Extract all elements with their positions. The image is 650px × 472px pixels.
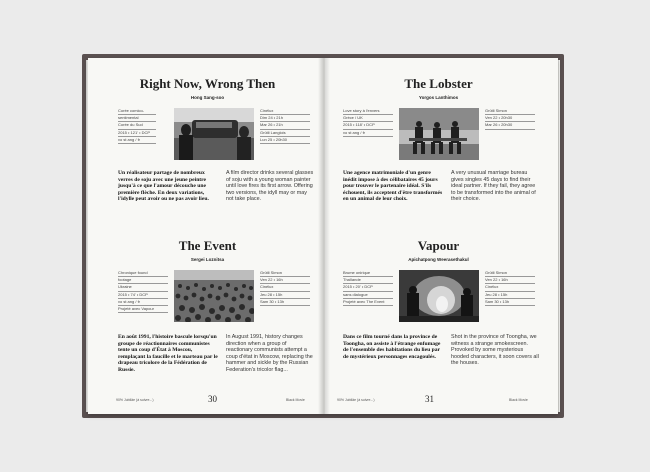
synopsis-french: Une agence matrimoniale d'un genre inédit impose à des célibataires 45 jours pour trouver le partenaire idéal. S'ils échouent, ils acceptent d'être transformés en un animal de leur choix. xyxy=(343,170,443,203)
film-still xyxy=(399,270,479,322)
footer-left: 90% Jubiläe (à suivre...) xyxy=(116,398,154,402)
film-still xyxy=(399,108,479,160)
screening-times: Grütli Simon Ven 22 • 16h Cinélux Jeu 28 • 15h Sam 30 • 13h xyxy=(260,270,310,306)
footer-right: Black Movie xyxy=(509,398,528,402)
film-title: Vapour xyxy=(417,238,460,253)
synopsis-french: En août 1991, l'histoire bascule lorsqu'un groupe de réactionnaires communistes tente un coup d'État à Moscou, remplaçant la faucille et le marteau par le drapeau tricolore de la Fédération de Russie. xyxy=(118,334,218,373)
open-book xyxy=(88,58,558,414)
synopsis-french: Un réalisateur partage de nombreux verres de soju avec une jeune peintre jusqu'à ce que l'amour découche une première flèche. En deux variations, l'idylle peut avoir ou ne pas avoir lieu. xyxy=(118,170,209,203)
page-number: 30 xyxy=(208,394,217,404)
right-page xyxy=(323,58,558,414)
film-info: Love story à l'envers Grèce / UK 2015 • 118' • DCP vo st ang / fr xyxy=(343,108,393,137)
book-gutter-shadow xyxy=(318,58,330,414)
screening-times: Grütli Simon Ven 22 • 20h30 Mar 26 • 20h30 xyxy=(485,108,535,130)
film-title: The Event xyxy=(178,238,237,253)
film-director: Apichatpong Weerasethakul xyxy=(408,257,469,262)
film-info: Chronique found footage Ukraine 2015 • 74' • DCP vo st ang / fr Projeté avec Vapour xyxy=(118,270,168,313)
film-director: Hong Sang-soo xyxy=(190,95,225,100)
screening-times: Cinélux Dim 24 • 21h Mar 26 • 21h Grütli Langlois Lun 25 • 20h30 xyxy=(260,108,310,144)
film-title: Right Now, Wrong Then xyxy=(139,76,276,91)
film-still xyxy=(174,270,254,322)
film-info: Brume onirique Thaïlande 2015 • 20' • DCP sans dialogue Projeté avec The Event xyxy=(343,270,393,306)
film-director: Yorgos Lanthimos xyxy=(418,95,459,100)
footer-left: 90% Jubiläe (à suivre...) xyxy=(337,398,375,402)
film-director: Sergei Loznitsa xyxy=(190,257,225,262)
synopsis-english: A film director drinks several glasses of soju with a young woman painter until love fires its first arrow. Offering two versions, the idyll may or may not take place. xyxy=(226,170,314,203)
screening-times: Grütli Simon Ven 22 • 16h Cinélux Jeu 28 • 15h Sam 30 • 13h xyxy=(485,270,535,306)
film-title: The Lobster xyxy=(404,76,473,91)
synopsis-english: In August 1991, history changes direction when a group of reactionary communists attempt a coup d'état in Moscow, replacing the hammer and sickle by the Russian Federation's tricolor flag... xyxy=(226,334,313,373)
film-still xyxy=(174,108,254,160)
synopsis-english: Shot in the province of Toongha, we witness a strange smokescreen. Provoked by some mysterious hooded characters, it soon covers all the houses. xyxy=(451,334,539,367)
footer-right: Black Movie xyxy=(286,398,305,402)
synopsis-english: A very unusual marriage bureau gives singles 45 days to find their ideal partner. If they fail, they agree to be transformed into the animal of their choice. xyxy=(451,170,536,203)
left-page xyxy=(88,58,323,414)
page-number: 31 xyxy=(425,394,434,404)
film-info: Corée comico- sentimental Corée du Sud 2015 • 121' • DCP vo st ang / fr xyxy=(118,108,156,144)
synopsis-french: Dans ce film tourné dans la province de Toongha, on assiste à l'étrange enfumage de l'ensemble des habitations du lieu par de mystérieux personnages encagoulés. xyxy=(343,334,441,360)
